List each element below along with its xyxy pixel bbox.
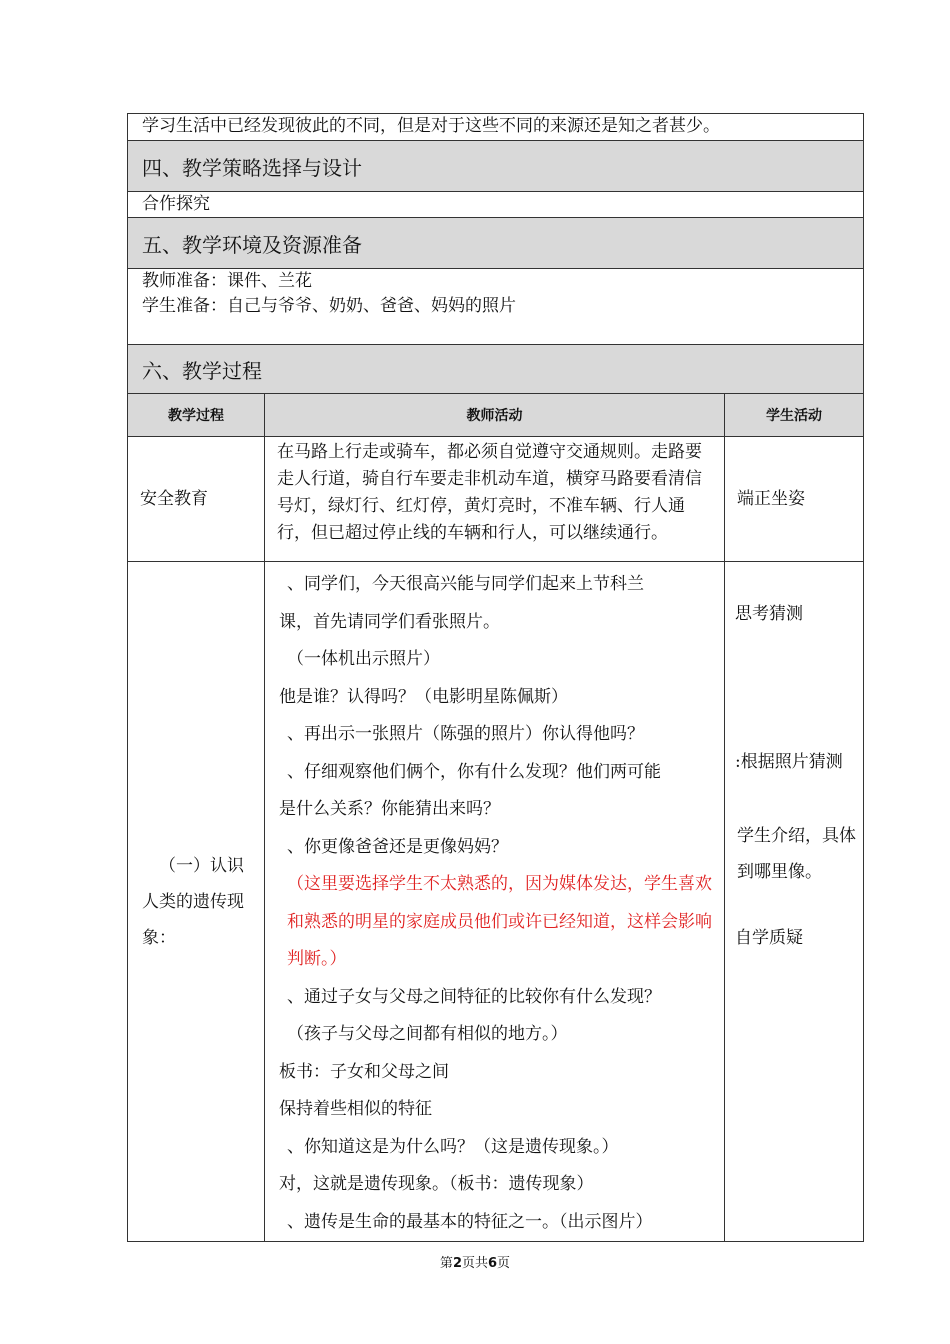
teacher-line: 课，首先请同学们看张照片。	[279, 611, 500, 632]
footer-suffix: 页	[497, 1256, 511, 1271]
row1-teacher: 在马路上行走或骑车，都必须自觉遵守交通规则。走路要走人行道，骑自行车要走非机动车道，横穿马路要看清信号灯，绿灯行、红灯停，黄灯亮时，不准车辆、行人通行，但已超过停止线的车辆和行人，可以继续通行。	[265, 437, 725, 562]
row2-student	[725, 562, 864, 1242]
student-item: 思考猜测	[735, 604, 803, 624]
header-teacher: 教师活动	[265, 394, 725, 437]
section5-content	[128, 269, 864, 345]
student-item: 学生介绍，具体到哪里像。	[737, 826, 856, 882]
footer-page-number: 2	[452, 1256, 462, 1271]
section6-title: 六、教学过程	[128, 345, 864, 394]
student-item: :根据照片猜测	[735, 752, 843, 772]
footer-mid: 页共	[461, 1256, 488, 1271]
teacher-line: 他是谁？认得吗？（电影明星陈佩斯）	[279, 686, 568, 707]
teacher-line: 、再出示一张照片（陈强的照片）你认得他吗？	[287, 724, 644, 744]
teacher-line: （孩子与父母之间都有相似的地方。）	[287, 1024, 568, 1044]
page-footer	[0, 1252, 950, 1271]
row1-stage: 安全教育	[128, 437, 265, 562]
row2-stage	[128, 562, 265, 1242]
teacher-line: 、你知道这是为什么吗？（这是遗传现象。）	[287, 1136, 619, 1157]
teacher-line: 、同学们，今天很高兴能与同学们起来上节科兰	[287, 574, 644, 594]
header-stage: 教学过程	[128, 394, 265, 437]
student-prep: 学生准备：自己与爷爷、奶奶、爸爸、妈妈的照片	[142, 296, 516, 316]
section4-content: 合作探究	[128, 192, 864, 218]
row1-student: 端正坐姿	[725, 437, 864, 562]
table-row	[128, 562, 864, 1242]
teacher-line: 、你更像爸爸还是更像妈妈？	[287, 836, 508, 857]
teacher-line: 是什么关系？你能猜出来吗？	[279, 799, 500, 819]
row2-stage-text: （一）认识人类的遗传现象：	[142, 855, 244, 948]
footer-total-pages: 6	[488, 1256, 498, 1271]
teacher-line: 、仔细观察他们俩个，你有什么发现？他们两可能	[287, 761, 661, 782]
teacher-line: 、遗传是生命的最基本的特征之一。（出示图片）	[287, 1211, 653, 1232]
teacher-line: （一体机出示照片）	[287, 649, 440, 669]
teacher-line: 保持着些相似的特征	[279, 1099, 432, 1119]
footer-prefix: 第	[439, 1256, 453, 1271]
document-sheet	[127, 113, 863, 1242]
teacher-line: 、通过子女与父母之间特征的比较你有什么发现？	[287, 986, 661, 1007]
teacher-line: 对，这就是遗传现象。（板书：遗传现象）	[279, 1174, 594, 1194]
row2-teacher	[265, 562, 725, 1242]
teacher-prep: 教师准备：课件、兰花	[142, 271, 312, 291]
section5-title: 五、教学环境及资源准备	[128, 218, 864, 269]
table-row	[128, 437, 864, 562]
section4-title: 四、教学策略选择与设计	[128, 141, 864, 192]
intro-line: 学习生活中已经发现彼此的不同，但是对于这些不同的来源还是知之者甚少。	[128, 114, 864, 141]
lesson-plan-table	[127, 113, 864, 1242]
student-item: 自学质疑	[735, 928, 803, 948]
teacher-note-red: （这里要选择学生不太熟悉的，因为媒体发达，学生喜欢和熟悉的明星的家庭成员他们或许已经知道，这样会影响判断。）	[287, 874, 712, 969]
teacher-line: 板书：子女和父母之间	[279, 1061, 449, 1082]
header-student: 学生活动	[725, 394, 864, 437]
